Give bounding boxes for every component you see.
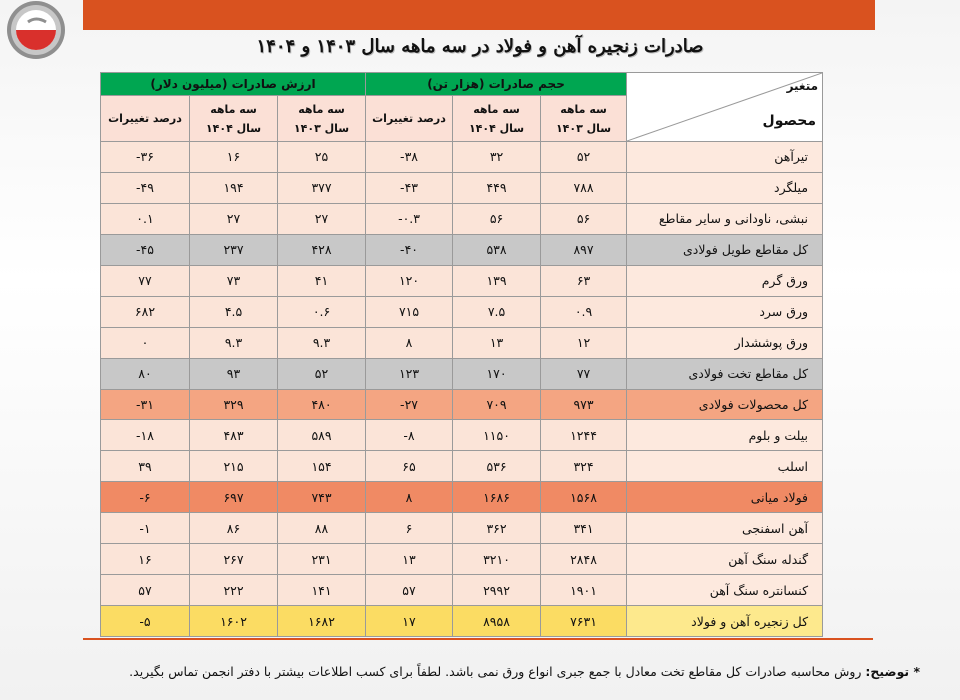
value-1403-cell: ۲۵ [278, 142, 366, 173]
volume-1403-cell: ۳۲۴ [541, 451, 627, 482]
volume-change-cell: ۶۵ [366, 451, 453, 482]
volume-1404-cell: ۵۳۸ [453, 234, 541, 265]
volume-1403-header: سه ماهه سال ۱۴۰۳ [541, 96, 627, 142]
table-row [101, 389, 823, 420]
table-row [101, 606, 823, 637]
value-change-cell: ۵- [101, 606, 190, 637]
volume-1403-cell: ۷۸۸ [541, 172, 627, 203]
value-1404-cell: ۲۷ [190, 203, 278, 234]
volume-1404-cell: ۸۹۵۸ [453, 606, 541, 637]
footnote [50, 664, 920, 679]
volume-change-header: درصد تغییرات [366, 96, 453, 142]
footnote-label: * توضیح: [865, 664, 920, 679]
volume-1403-cell: ۱۹۰۱ [541, 575, 627, 606]
value-change-cell: ۳۱- [101, 389, 190, 420]
volume-1403-cell: ۸۹۷ [541, 234, 627, 265]
value-1404-cell: ۸۶ [190, 513, 278, 544]
value-change-cell: ۷۷ [101, 265, 190, 296]
row-label: اسلب [627, 451, 823, 482]
volume-1404-header: سه ماهه سال ۱۴۰۴ [453, 96, 541, 142]
table-row [101, 142, 823, 173]
value-1404-cell: ۲۶۷ [190, 544, 278, 575]
row-label: ورق گرم [627, 265, 823, 296]
value-1403-cell: ۹.۳ [278, 327, 366, 358]
volume-change-cell: ۸ [366, 327, 453, 358]
value-1403-cell: ۵۸۹ [278, 420, 366, 451]
table-row [101, 544, 823, 575]
value-1403-cell: ۴۸۰ [278, 389, 366, 420]
volume-group-header: حجم صادرات (هزار تن) [366, 73, 627, 96]
value-change-cell: ۳۶- [101, 142, 190, 173]
value-change-cell: ۱۶ [101, 544, 190, 575]
volume-change-cell: ۱۲۰ [366, 265, 453, 296]
value-1403-cell: ۲۷ [278, 203, 366, 234]
volume-change-cell: ۱۷ [366, 606, 453, 637]
table-row [101, 296, 823, 327]
table-row [101, 172, 823, 203]
volume-1404-cell: ۱۷۰ [453, 358, 541, 389]
row-label: کل مقاطع تخت فولادی [627, 358, 823, 389]
volume-1404-cell: ۱۳ [453, 327, 541, 358]
volume-1404-cell: ۷۰۹ [453, 389, 541, 420]
value-1403-cell: ۵۲ [278, 358, 366, 389]
value-1403-cell: ۴۲۸ [278, 234, 366, 265]
volume-1404-cell: ۱۳۹ [453, 265, 541, 296]
value-1403-cell: ۱۶۸۲ [278, 606, 366, 637]
volume-1404-cell: ۳۲۱۰ [453, 544, 541, 575]
table-row [101, 420, 823, 451]
value-1403-cell: ۳۷۷ [278, 172, 366, 203]
volume-1403-cell: ۲۸۴۸ [541, 544, 627, 575]
header-corner [627, 73, 823, 142]
value-1404-cell: ۳۲۹ [190, 389, 278, 420]
row-label: کنسانتره سنگ آهن [627, 575, 823, 606]
value-1403-cell: ۰.۶ [278, 296, 366, 327]
table-row [101, 203, 823, 234]
volume-change-cell: ۳۸- [366, 142, 453, 173]
row-label: بیلت و بلوم [627, 420, 823, 451]
header-product-label: محصول [762, 113, 817, 129]
table-row [101, 451, 823, 482]
table-row [101, 265, 823, 296]
export-table [100, 72, 823, 637]
value-1404-cell: ۱۶۰۲ [190, 606, 278, 637]
association-logo [0, 0, 80, 60]
volume-1403-cell: ۳۴۱ [541, 513, 627, 544]
value-change-cell: ۶- [101, 482, 190, 513]
volume-1404-cell: ۱۶۸۶ [453, 482, 541, 513]
volume-change-cell: ۴۳- [366, 172, 453, 203]
row-label: کل محصولات فولادی [627, 389, 823, 420]
value-1404-cell: ۷۳ [190, 265, 278, 296]
volume-1403-cell: ۶۳ [541, 265, 627, 296]
row-label: کل مقاطع طویل فولادی [627, 234, 823, 265]
row-label: ورق پوششدار [627, 327, 823, 358]
volume-change-cell: ۸- [366, 420, 453, 451]
value-1404-header: سه ماهه سال ۱۴۰۴ [190, 96, 278, 142]
value-change-cell: ۱- [101, 513, 190, 544]
row-label: کل زنجیره آهن و فولاد [627, 606, 823, 637]
volume-1403-cell: ۷۶۳۱ [541, 606, 627, 637]
table-row [101, 327, 823, 358]
row-label: فولاد میانی [627, 482, 823, 513]
volume-1403-cell: ۱۲۴۴ [541, 420, 627, 451]
value-1404-cell: ۲۳۷ [190, 234, 278, 265]
value-1404-cell: ۶۹۷ [190, 482, 278, 513]
value-change-cell: ۰ [101, 327, 190, 358]
volume-1403-cell: ۹۷۳ [541, 389, 627, 420]
table-row [101, 358, 823, 389]
volume-1404-cell: ۷.۵ [453, 296, 541, 327]
value-1404-cell: ۴.۵ [190, 296, 278, 327]
value-1404-cell: ۲۱۵ [190, 451, 278, 482]
volume-1404-cell: ۳۶۲ [453, 513, 541, 544]
volume-1403-cell: ۱۵۶۸ [541, 482, 627, 513]
table-row [101, 234, 823, 265]
volume-1404-cell: ۳۲ [453, 142, 541, 173]
value-change-cell: ۴۵- [101, 234, 190, 265]
value-1404-cell: ۴۸۳ [190, 420, 278, 451]
volume-1404-cell: ۴۴۹ [453, 172, 541, 203]
volume-1404-cell: ۵۳۶ [453, 451, 541, 482]
volume-change-cell: ۸ [366, 482, 453, 513]
top-accent-bar [83, 0, 875, 30]
table-row [101, 482, 823, 513]
volume-1403-cell: ۵۲ [541, 142, 627, 173]
volume-change-cell: ۷۱۵ [366, 296, 453, 327]
value-1404-cell: ۱۶ [190, 142, 278, 173]
table-row [101, 575, 823, 606]
value-1404-cell: ۲۲۲ [190, 575, 278, 606]
value-1403-cell: ۸۸ [278, 513, 366, 544]
value-1404-cell: ۱۹۴ [190, 172, 278, 203]
value-1403-cell: ۱۴۱ [278, 575, 366, 606]
volume-change-cell: ۴۰- [366, 234, 453, 265]
row-label: ورق سرد [627, 296, 823, 327]
table-row [101, 513, 823, 544]
value-1404-cell: ۹۳ [190, 358, 278, 389]
header-variable-label: متغیر [786, 79, 819, 93]
value-change-cell: ۵۷ [101, 575, 190, 606]
volume-1403-cell: ۵۶ [541, 203, 627, 234]
value-1403-cell: ۴۱ [278, 265, 366, 296]
row-label: میلگرد [627, 172, 823, 203]
volume-change-cell: ۰.۳- [366, 203, 453, 234]
volume-change-cell: ۱۲۳ [366, 358, 453, 389]
value-change-cell: ۰.۱ [101, 203, 190, 234]
volume-1404-cell: ۲۹۹۲ [453, 575, 541, 606]
page-title: صادرات زنجیره آهن و فولاد در سه ماهه سال ۱۴۰۳ و ۱۴۰۴ [256, 36, 704, 57]
footnote-text: روش محاسبه صادرات کل مقاطع تخت معادل با جمع جبری انواع ورق نمی باشد. لطفاً برای کسب اطلاعات بیشتر با دفتر انجمن تماس بگیرید. [129, 664, 866, 679]
value-change-header: درصد تغییرات [101, 96, 190, 142]
volume-1403-cell: ۱۲ [541, 327, 627, 358]
value-change-cell: ۸۰ [101, 358, 190, 389]
row-label: تیرآهن [627, 142, 823, 173]
volume-change-cell: ۲۷- [366, 389, 453, 420]
volume-1403-cell: ۰.۹ [541, 296, 627, 327]
value-1403-cell: ۱۵۴ [278, 451, 366, 482]
bottom-divider [83, 638, 873, 640]
row-label: آهن اسفنجی [627, 513, 823, 544]
value-group-header: ارزش صادرات (میلیون دلار) [101, 73, 366, 96]
volume-1403-cell: ۷۷ [541, 358, 627, 389]
value-1403-cell: ۲۳۱ [278, 544, 366, 575]
value-change-cell: ۴۹- [101, 172, 190, 203]
row-label: نبشی، ناودانی و سایر مقاطع [627, 203, 823, 234]
value-change-cell: ۶۸۲ [101, 296, 190, 327]
volume-1404-cell: ۵۶ [453, 203, 541, 234]
export-table-container [100, 72, 822, 637]
volume-change-cell: ۵۷ [366, 575, 453, 606]
value-change-cell: ۳۹ [101, 451, 190, 482]
value-1403-header: سه ماهه سال ۱۴۰۳ [278, 96, 366, 142]
row-label: گندله سنگ آهن [627, 544, 823, 575]
volume-change-cell: ۶ [366, 513, 453, 544]
value-1403-cell: ۷۴۳ [278, 482, 366, 513]
value-change-cell: ۱۸- [101, 420, 190, 451]
volume-change-cell: ۱۳ [366, 544, 453, 575]
value-1404-cell: ۹.۳ [190, 327, 278, 358]
volume-1404-cell: ۱۱۵۰ [453, 420, 541, 451]
